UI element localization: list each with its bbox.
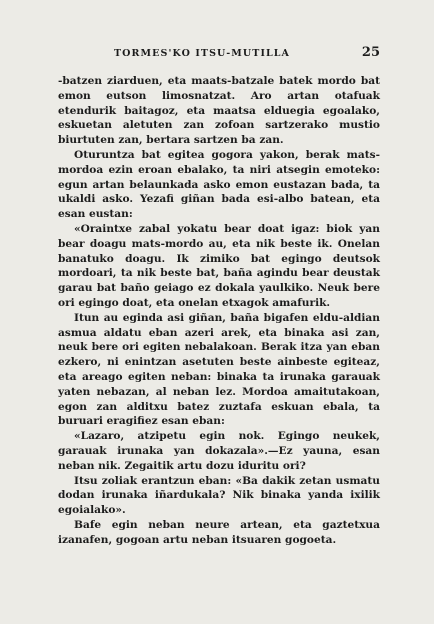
body-text [58, 74, 380, 548]
paragraph-3: «Oraintxe zabal yokatu bear doat igaz: biok yan bear doagu mats-mordo au, eta nik beste ik. Onelan banatuko doagu. Ik zimiko bat egingo deutsok mordoari, ta nik beste bat, baña agindu bear deustak garau bat baño geiago ez dokala yaulkiko. Neuk bere ori egingo doat, eta onelan etxagok amafurik. [58, 222, 380, 309]
paragraph-4: Itun au eginda asi giñan, baña bigafen eldu-aldian asmua aldatu eban azeri arek, eta binaka asi zan, neuk bere ori egiten nebalakoan. Berak itza yan eban ezkero, ni enintzan asetuten beste ainbeste egiteaz, eta areago egiten neban: binaka ta irunaka garauak yaten nebazan, al neban lez. Mordoa amaitutakoan, egon zan alditxu batez zuztafa eskuan ebala, ta buruari eragifiez esan eban: [58, 311, 380, 428]
paragraph-5: «Lazaro, atzipetu egin nok. Egingo neukek, garauak irunaka yan dokazala».—Ez yauna, esan neban nik. Zegaitik artu dozu iduritu ori? [58, 430, 380, 472]
paragraph-7: Bafe egin neban neure artean, eta gaztetxua izanafen, gogoan artu neban itsuaren gogoeta. [58, 518, 380, 546]
running-head: TORMES'KO ITSU-MUTILLA [114, 48, 291, 59]
page-number: 25 [361, 45, 380, 60]
page-header [58, 40, 380, 62]
paragraph-2: Oturuntza bat egitea gogora yakon, berak mats-mordoa ezin eroan ebalako, ta niri atsegin emoteko: egun artan belaunkada asko emon eustazan bada, ta ukaldi asko. Yezafi giñan bada esi-albo batean, eta esan eustan: [58, 148, 380, 221]
paragraph-6: Itsu zoliak erantzun eban: «Ba dakik zetan usmatu dodan irunaka iñardukala? Nik binaka yanda ixilik egoialako». [58, 474, 380, 517]
paragraph-1: -batzen ziarduen, eta maats-batzale batek mordo bat emon eutson limosnatzat. Aro artan otafuak etendurik baitagoz, eta maatsa elduegia egoalako, eskuetan aletuten zan zofoan sartzerako mustio biurtuten zan, bertara sartzen ba zan. [58, 75, 380, 147]
